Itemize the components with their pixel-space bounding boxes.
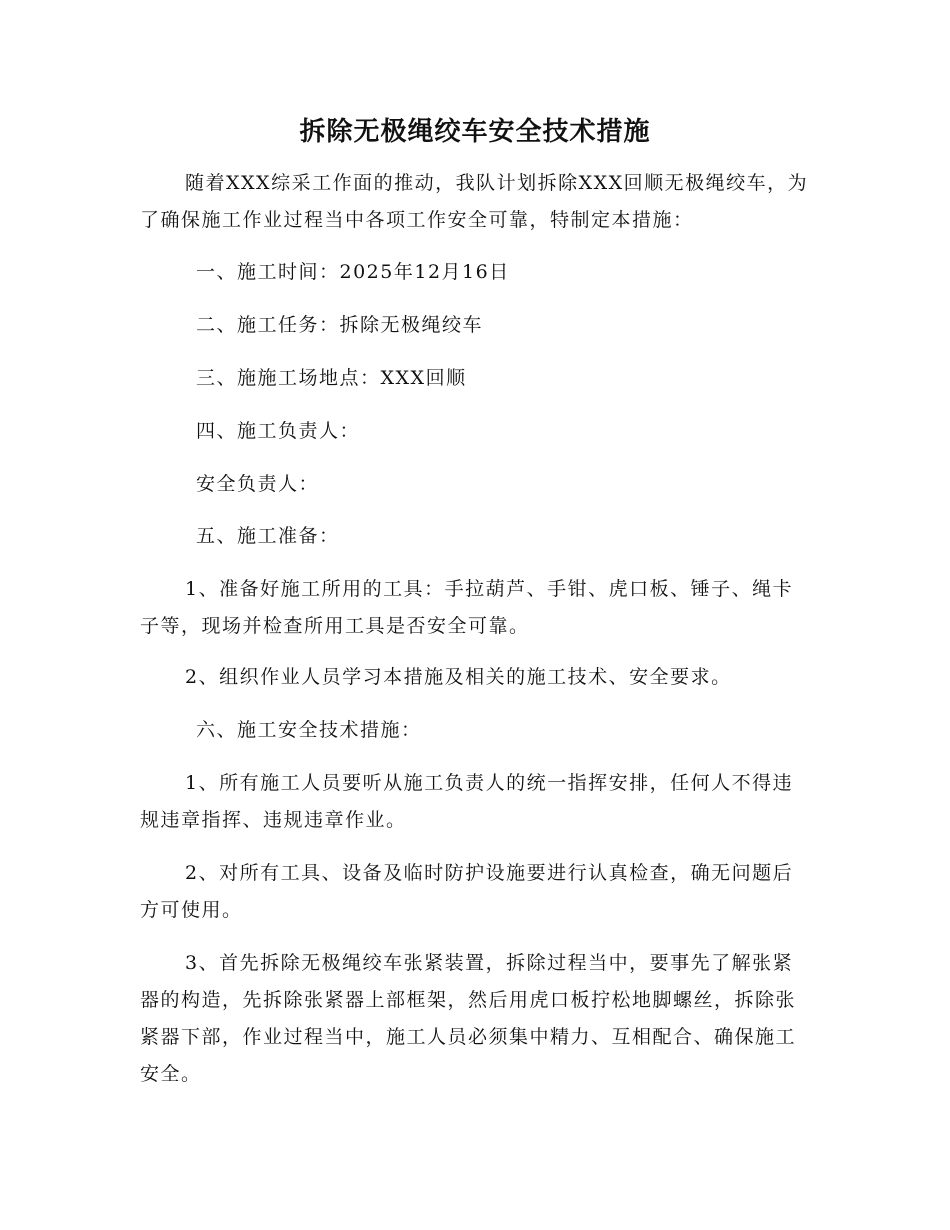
section-4-leader: 四、施工负责人： [196,420,361,442]
safety-measure-3: 3、首先拆除无极绳绞车张紧装置，拆除过程当中，要事先了解张紧器的构造，先拆除张紧器上部框架，然后用虎口板拧松地脚螺丝，拆除张紧器下部，作业过程当中，施工人员必须集中精力、互相配合、确保施工安全。 [140,952,797,1085]
safety-measure-1: 1、所有施工人员要听从施工负责人的统一指挥安排，任何人不得违规违章指挥、违规违章作业。 [140,772,794,831]
preparation-item-1: 1、准备好施工所用的工具：手拉葫芦、手钳、虎口板、锤子、绳卡子等，现场并检查所用工具是否安全可靠。 [140,578,794,637]
preparation-item-2: 2、组织作业人员学习本措施及相关的施工技术、安全要求。 [185,666,732,688]
safety-leader: 安全负责人： [196,473,320,495]
section-2-task: 二、施工任务：拆除无极绳绞车 [196,314,484,336]
document-title: 拆除无极绳绞车安全技术措施 [299,117,651,147]
section-1-time: 一、施工时间：2025年12月16日 [196,261,510,283]
section-3-location: 三、施施工场地点：XXX回顺 [196,367,467,389]
section-6-safety-measures: 六、施工安全技术措施： [196,719,422,741]
section-5-preparation: 五、施工准备： [196,525,340,547]
intro-paragraph: 随着XXX综采工作面的推动，我队计划拆除XXX回顺无极绳绞车，为了确保施工作业过程当中各项工作安全可靠，特制定本措施： [140,172,809,231]
safety-measure-2: 2、对所有工具、设备及临时防护设施要进行认真检查，确无问题后方可使用。 [140,862,794,921]
